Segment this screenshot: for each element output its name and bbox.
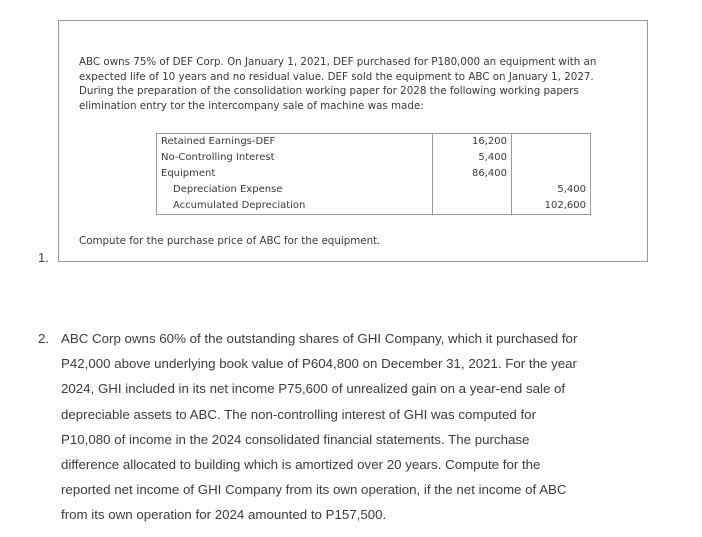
entry-account: Retained Earnings-DEF (157, 134, 433, 151)
entry-row (157, 150, 591, 166)
entry-debit (433, 182, 512, 198)
question-1-image-box (58, 20, 648, 262)
question-2-line: P10,080 of income in the 2024 consolidated financial statements. The purchase (61, 431, 530, 447)
problem-line: During the preparation of the consolidation working paper for 2028 the following working papers (79, 85, 579, 97)
entry-debit: 16,200 (433, 134, 512, 151)
question-2-line: difference allocated to building which is amortized over 20 years. Compute for the (61, 457, 541, 473)
question-2-line: depreciable assets to ABC. The non-controlling interest of GHI was computed for (61, 406, 536, 422)
entry-credit (512, 166, 591, 182)
question-2-line: from its own operation for 2024 amounted to P157,500. (61, 507, 387, 523)
question-2-line: P42,000 above underlying book value of P604,800 on December 31, 2021. For the year (61, 356, 577, 372)
problem-line: ABC owns 75% of DEF Corp. On January 1, 2021, DEF purchased for P180,000 an equipment with an (79, 56, 597, 68)
entry-credit: 5,400 (512, 182, 591, 198)
entry-debit (433, 198, 512, 215)
entry-row (157, 134, 591, 151)
entry-credit (512, 134, 591, 151)
entry-account: Accumulated Depreciation (157, 198, 433, 215)
question-1-number: 1. (38, 250, 49, 265)
problem-line: elimination entry tor the intercompany sale of machine was made: (79, 99, 424, 112)
question-1-prompt: Compute for the purchase price of ABC for the equipment. (79, 235, 381, 247)
entry-account: No-Controlling Interest (157, 150, 433, 166)
question-2-line: reported net income of GHI Company from its own operation, if the net income of ABC (61, 482, 567, 498)
entry-account: Depreciation Expense (157, 182, 433, 198)
question-2-text (61, 326, 661, 528)
entry-debit: 5,400 (433, 150, 512, 166)
entry-row (157, 198, 591, 215)
problem-line: expected life of 10 years and no residual value. DEF sold the equipment to ABC on January 1, 2027. (79, 70, 594, 83)
entry-debit: 86,400 (433, 166, 512, 182)
question-2-number: 2. (38, 331, 50, 346)
entry-row (157, 182, 591, 198)
entry-credit: 102,600 (512, 198, 591, 215)
entry-account: Equipment (157, 166, 433, 182)
elimination-entry-table (156, 133, 591, 215)
entry-credit (512, 150, 591, 166)
question-2-line: 2024, GHI included in its net income P75,600 of unrealized gain on a year-end sale of (61, 381, 566, 397)
entry-row (157, 166, 591, 182)
question-1-problem-text (79, 55, 639, 113)
question-2-line: ABC Corp owns 60% of the outstanding shares of GHI Company, which it purchased for (61, 331, 578, 346)
